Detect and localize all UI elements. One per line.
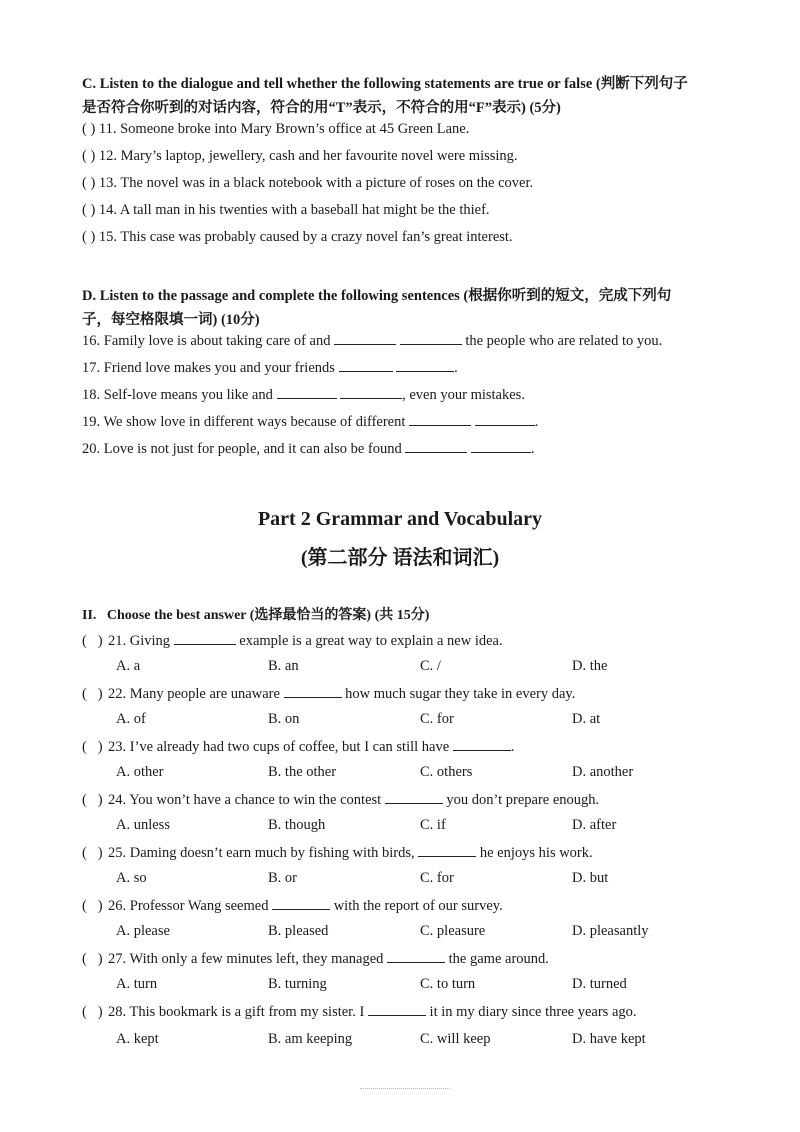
statement-14: ( ) 14. A tall man in his twenties with a baseball hat might be the thief. [82,202,490,218]
answer-blank[interactable] [387,950,445,963]
sentence-17 [82,359,458,377]
option-c[interactable]: C. pleasure [420,923,486,939]
sentence-text-before: Friend love makes you and your friends [103,360,335,376]
page-footer-mark [360,1088,450,1091]
answer-blank[interactable] [277,386,337,399]
option-c[interactable]: C. for [420,870,454,886]
sentence-16 [82,332,662,350]
answer-blank[interactable] [453,738,511,751]
option-d[interactable]: D. pleasantly [572,923,649,939]
option-b[interactable]: B. or [268,870,297,886]
answer-blank[interactable] [340,386,402,399]
question-number: 27. [108,951,127,967]
question-text-after: the game around. [448,951,549,967]
question-text-before: I’ve already had two cups of coffee, but I can still have [129,739,450,755]
option-d[interactable]: D. turned [572,976,627,992]
section-ii-number: II. [82,608,97,623]
option-b[interactable]: B. though [268,817,326,833]
answer-blank[interactable] [334,332,396,345]
statement-11: ( ) 11. Someone broke into Mary Brown’s office at 45 Green Lane. [82,121,470,137]
question-27 [82,950,549,968]
answer-blank[interactable] [174,632,236,645]
option-d[interactable]: D. but [572,870,609,886]
question-text-after: example is a great way to explain a new idea. [239,633,503,649]
section-c-heading-line1: C. Listen to the dialogue and tell whether the following statements are true or false (判断下列句子 [82,76,688,92]
answer-blank[interactable] [396,359,454,372]
question-text-after: . [510,739,515,755]
option-c[interactable]: C. for [420,711,454,727]
answer-blank[interactable] [471,440,531,453]
answer-blank[interactable] [368,1003,426,1016]
sentence-text-after: . [454,360,458,376]
question-24 [82,791,599,809]
question-text-before: Daming doesn’t earn much by fishing with birds, [129,845,415,861]
option-d[interactable]: D. another [572,764,634,780]
sentence-text-after: , even your mistakes. [402,387,525,403]
option-a[interactable]: A. turn [116,976,158,992]
option-d[interactable]: D. have kept [572,1031,646,1047]
sentence-number: 20. [82,441,101,457]
question-number: 22. [108,686,127,702]
option-b[interactable]: B. an [268,658,299,674]
answer-paren[interactable]: ( ) [82,845,103,861]
answer-paren[interactable]: ( ) [82,898,103,914]
sentence-18 [82,386,525,404]
answer-paren[interactable]: ( ) [82,686,103,702]
question-text-before: Professor Wang seemed [129,898,269,914]
question-text-after: you don’t prepare enough. [446,792,600,808]
option-a[interactable]: A. kept [116,1031,159,1047]
question-text-before: You won’t have a chance to win the contest [129,792,382,808]
answer-blank[interactable] [385,791,443,804]
statement-15: ( ) 15. This case was probably caused by a crazy novel fan’s great interest. [82,229,513,245]
sentence-number: 16. [82,333,101,349]
question-text-before: Giving [129,633,171,649]
question-23 [82,738,514,756]
sentence-number: 17. [82,360,101,376]
answer-blank[interactable] [400,332,462,345]
option-b[interactable]: B. pleased [268,923,329,939]
sentence-text-after: . [534,414,539,430]
option-a[interactable]: A. a [116,658,141,674]
option-c[interactable]: C. if [420,817,446,833]
option-d[interactable]: D. after [572,817,617,833]
question-25 [82,844,593,862]
answer-blank[interactable] [272,897,330,910]
option-a[interactable]: A. other [116,764,164,780]
option-b[interactable]: B. on [268,711,300,727]
answer-blank[interactable] [475,413,535,426]
statement-12: ( ) 12. Mary’s laptop, jewellery, cash and her favourite novel were missing. [82,148,518,164]
option-b[interactable]: B. the other [268,764,337,780]
option-a[interactable]: A. so [116,870,147,886]
question-21 [82,632,503,650]
question-number: 28. [108,1004,127,1020]
answer-paren[interactable]: ( ) [82,1004,103,1020]
sentence-text-before: Self-love means you like and [103,387,273,403]
sentence-19 [82,413,538,431]
sentence-number: 19. [82,414,101,430]
answer-blank[interactable] [339,359,393,372]
answer-blank[interactable] [284,685,342,698]
answer-paren[interactable]: ( ) [82,739,103,755]
section-d-heading-line1: D. Listen to the passage and complete the following sentences (根据你听到的短文，完成下列句 [82,288,672,304]
sentence-20 [82,440,535,458]
option-b[interactable]: B. am keeping [268,1031,353,1047]
question-number: 25. [108,845,127,861]
question-text-after: with the report of our survey. [333,898,503,914]
part-title: Part 2 Grammar and Vocabulary [257,508,543,530]
answer-blank[interactable] [418,844,476,857]
sentence-number: 18. [82,387,101,403]
question-text-after: he enjoys his work. [479,845,593,861]
question-number: 23. [108,739,127,755]
answer-blank[interactable] [405,440,467,453]
statement-13: ( ) 13. The novel was in a black notebook with a picture of roses on the cover. [82,175,534,191]
question-text-after: it in my diary since three years ago. [429,1004,637,1020]
answer-blank[interactable] [409,413,471,426]
option-a[interactable]: A. unless [116,817,170,833]
option-c[interactable]: C. others [420,764,473,780]
sentence-text-after: . [531,441,535,457]
option-a[interactable]: A. of [116,711,146,727]
sentence-text-before: Love is not just for people, and it can also be found [103,441,402,457]
section-d-heading-line2: 子，每空格限填一词) (10分) [82,312,260,328]
section-c-heading-line2: 是否符合你听到的对话内容，符合的用“T”表示，不符合的用“F”表示) (5分) [82,100,561,116]
question-28 [82,1003,637,1021]
question-number: 21. [108,633,127,649]
sentence-text-after: the people who are related to you. [465,333,663,349]
question-26 [82,897,503,915]
part-subtitle: (第二部分 语法和词汇) [300,547,500,569]
option-d[interactable]: D. at [572,711,601,727]
section-ii-title: Choose the best answer (选择最恰当的答案) (共 15分) [106,608,430,623]
option-d[interactable]: D. the [572,658,608,674]
question-text-before: Many people are unaware [129,686,280,702]
question-text-before: With only a few minutes left, they managed [129,951,384,967]
question-text-before: This bookmark is a gift from my sister. I [129,1004,365,1020]
option-c[interactable]: C. to turn [420,976,476,992]
sentence-text-before: Family love is about taking care of and [103,333,331,349]
answer-paren[interactable]: ( ) [82,633,103,649]
question-number: 24. [108,792,127,808]
option-c[interactable]: C. will keep [420,1031,491,1047]
section-ii-heading [82,604,429,624]
sentence-text-before: We show love in different ways because of different [103,414,406,430]
option-b[interactable]: B. turning [268,976,327,992]
option-c[interactable]: C. / [420,658,441,674]
question-text-after: how much sugar they take in every day. [345,686,576,702]
option-a[interactable]: A. please [116,923,170,939]
answer-paren[interactable]: ( ) [82,951,103,967]
question-number: 26. [108,898,127,914]
answer-paren[interactable]: ( ) [82,792,103,808]
question-22 [82,685,575,703]
